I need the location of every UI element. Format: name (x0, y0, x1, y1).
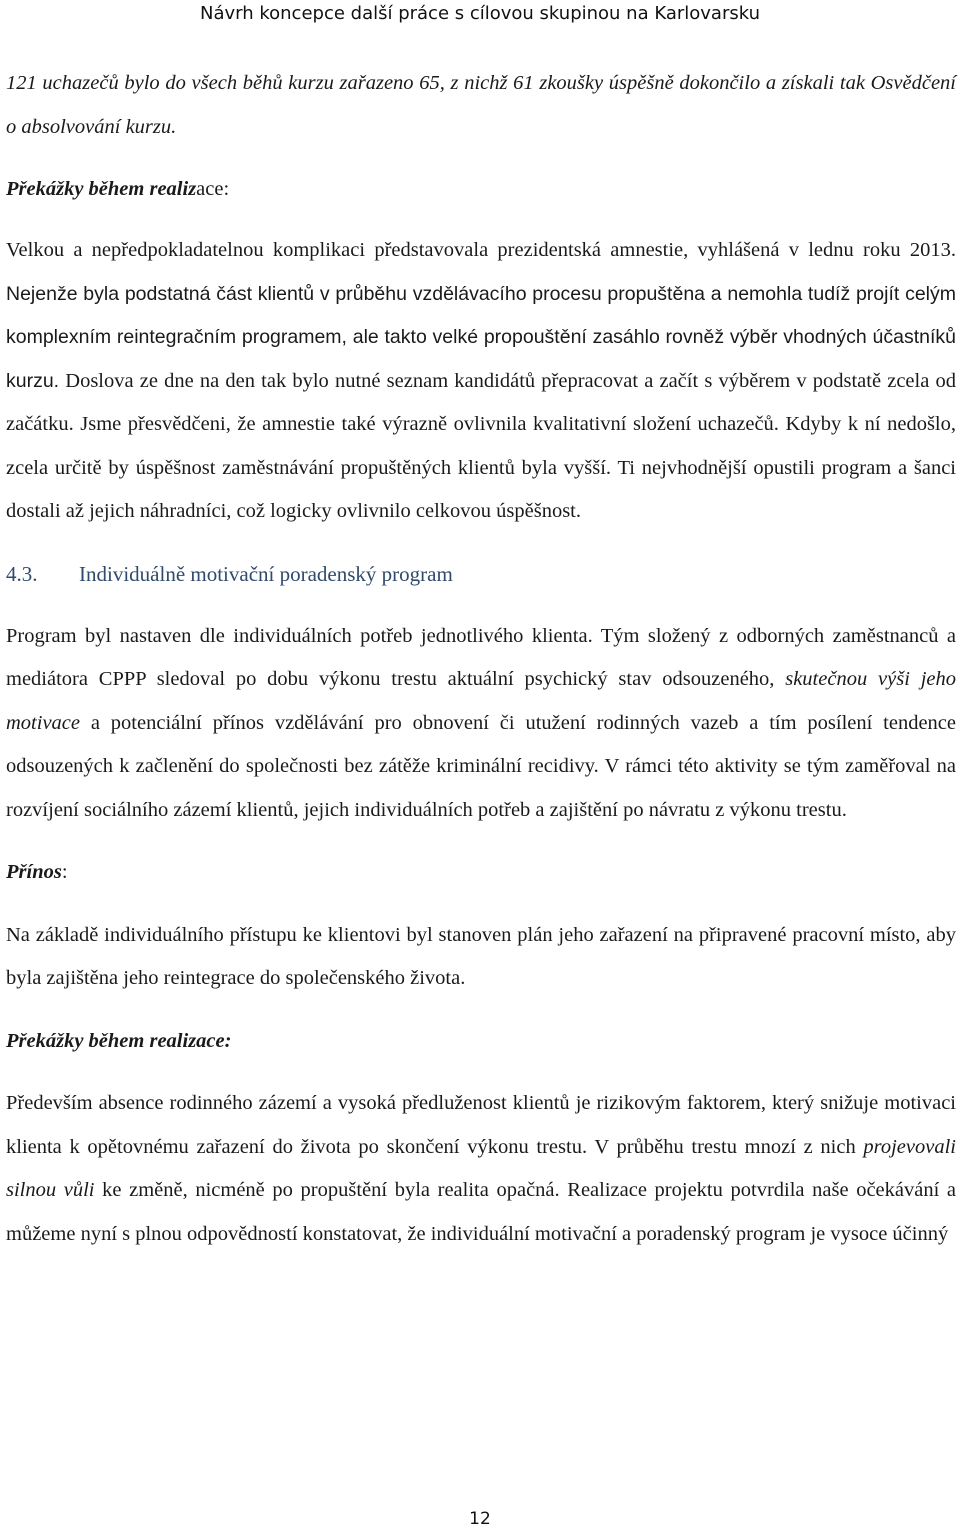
paragraph-amnesty (6, 229, 956, 534)
section-title: Individuálně motivační poradenský program (79, 561, 453, 586)
paragraph-amnesty-part-2: Nejenže byla podstatná část klientů v průběhu vzdělávacího procesu propuštěna a nemohla tudíž projít celým komplexním reintegračním programem, ale takto velké propouštění zasáhlo rovněž výběr vhodných účastníků kurzu. (6, 282, 956, 392)
paragraph-course-results: 121 uchazečů bylo do všech běhů kurzu zařazeno 65, z nichž 61 zkoušky úspěšně dokončilo a získali tak Osvědčení o absolvování kurzu. (6, 72, 956, 138)
page-number: 12 (469, 1509, 491, 1529)
paragraph-program (6, 615, 956, 833)
paragraph-amnesty-part-3: Doslova ze dne na den tak bylo nutné seznam kandidátů přepracovat a začít s výběrem v podstatě zcela od začátku. Jsme přesvědčeni, že amnestie také výrazně ovlivnila kvalitativní složení uchazečů. Kdyby k ní nedošlo, zcela určitě by úspěšnost zaměstnávání propuštěných klientů byla vyšší. Ti nejvhodnější opustili program a šanci dostali až jejich náhradníci, což logicky ovlivnilo celkovou úspěšnost. (6, 369, 956, 522)
paragraph-program-part-2: a potenciální přínos vzdělávání pro obnovení či utužení rodinných vazeb a tím posílení tendence odsouzených k začlenění do společnosti bez zátěže kriminální recidivy. V rámci této aktivity se tým zaměřoval na rozvíjení sociálního zázemí klientů, jejich individuálních potřeb a zajištění po návratu z výkonu trestu. (6, 711, 956, 821)
heading-obstacles-1-bold: Překážky během realiz (6, 178, 197, 200)
paragraph-obstacles-italic: projevovali silnou vůli (6, 1135, 956, 1201)
paragraph-obstacles-part-2: ke změně, nicméně po propuštění byla realita opačná. Realizace projektu potvrdila naše očekávání a můžeme nyní s plnou odpovědností konstatovat, že individuální motivační a poradenský program je vysoce účinný (6, 1179, 957, 1245)
running-header: Návrh koncepce další práce s cílovou skupinou na Karlovarsku (199, 3, 761, 24)
paragraph-amnesty-part-1: Velkou a nepředpokladatelnou komplikaci představovala prezidentská amnestie, vyhlášená v lednu roku 2013. (6, 239, 956, 261)
paragraph-program-italic: skutečnou výši jeho motivace (6, 668, 956, 734)
page-body (6, 62, 956, 1256)
section-heading (6, 553, 956, 596)
heading-benefit-colon: : (61, 861, 68, 883)
paragraph-obstacles (6, 1082, 956, 1256)
section-number: 4.3. (6, 561, 38, 586)
heading-obstacles-2: Překážky během realizace: (6, 1029, 232, 1052)
paragraph-obstacles-part-1: Především absence rodinného zázemí a vysoká předluženost klientů je rizikovým faktorem, který snižuje motivaci klienta k opětovnému zařazení do života po skončení výkonu trestu. V průběhu trestu mnozí z nich (6, 1092, 956, 1158)
heading-benefit-label: Přínos (6, 861, 62, 883)
heading-obstacles-1-rest: ace: (196, 178, 230, 200)
heading-benefit (6, 851, 956, 895)
paragraph-program-part-1: Program byl nastaven dle individuálních potřeb jednotlivého klienta. Tým složený z odborných zaměstnanců a mediátora CPPP sledoval po dobu výkonu trestu aktuální psychický stav odsouzeného, (6, 624, 956, 690)
heading-obstacles-1 (6, 168, 956, 210)
paragraph-benefit: Na základě individuálního přístupu ke klientovi byl stanoven plán jeho zařazení na připravené pracovní místo, aby byla zajištěna jeho reintegrace do společenského života. (6, 923, 956, 989)
